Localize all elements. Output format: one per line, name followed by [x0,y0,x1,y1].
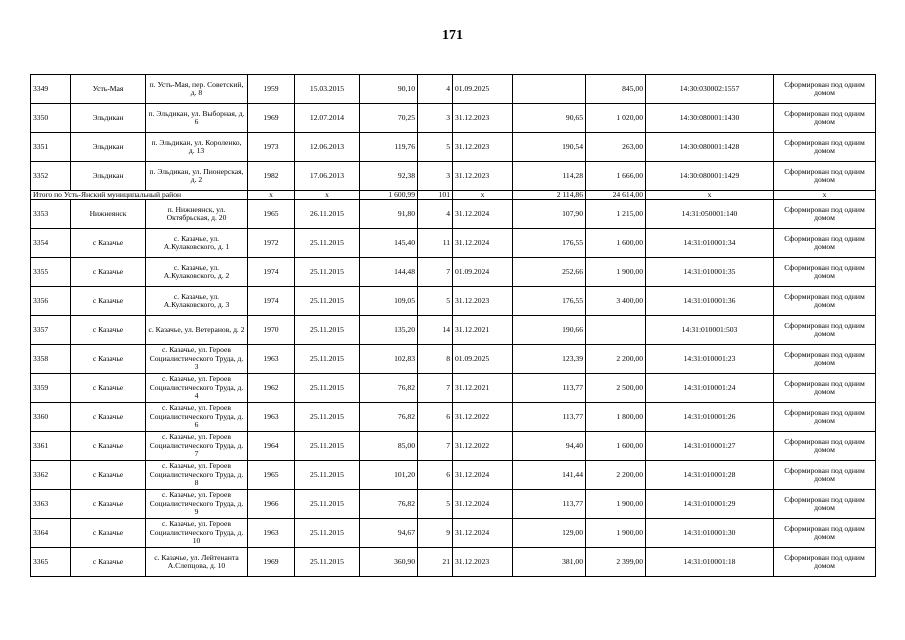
date-cell: 26.11.2015 [295,200,360,229]
cost-cell: 94,40 [513,432,586,461]
cost-cell: 107,90 [513,200,586,229]
area-cell: 76,82 [360,490,418,519]
locality-cell: Эльдикан [71,133,146,162]
address-cell: с. Казачье, ул. Героев Социалистического Труда, д. 10 [146,519,248,548]
deadline-cell: 31.12.2024 [453,229,513,258]
table-row [31,133,876,162]
area-cell: 109,05 [360,287,418,316]
table-row [31,374,876,403]
locality-cell: с Казачье [71,519,146,548]
cadastral-cell: 14:31:010001:35 [646,258,774,287]
address-cell: п. Усть-Мая, пер. Советский, д. 8 [146,75,248,104]
date-cell: 25.11.2015 [295,519,360,548]
land-area-cell: 1 600,00 [586,229,646,258]
cadastral-cell: 14:31:010001:26 [646,403,774,432]
year-cell: 1974 [248,258,295,287]
table-row [31,461,876,490]
note-cell: Сформирован под одним домом [774,200,876,229]
deadline-cell: 31.12.2023 [453,548,513,577]
locality-cell: Нижнеянск [71,200,146,229]
cost-cell [513,75,586,104]
note-cell: Сформирован под одним домом [774,490,876,519]
deadline-cell: 31.12.2022 [453,432,513,461]
date-cell: 15.03.2015 [295,75,360,104]
locality-cell: с Казачье [71,316,146,345]
cost-cell: 381,00 [513,548,586,577]
cadastral-cell: 14:30:030002:1557 [646,75,774,104]
note-cell: Сформирован под одним домом [774,519,876,548]
area-cell: 76,82 [360,374,418,403]
cadastral-cell: 14:31:010001:28 [646,461,774,490]
year-cell: 1963 [248,403,295,432]
cadastral-cell: 14:30:080001:1428 [646,133,774,162]
cost-cell: 190,54 [513,133,586,162]
note-cell: х [774,191,876,200]
note-cell: Сформирован под одним домом [774,432,876,461]
deadline-cell: 01.09.2025 [453,345,513,374]
date-cell: 25.11.2015 [295,229,360,258]
row-number-cell: 3358 [31,345,71,374]
row-number-cell: 3352 [31,162,71,191]
residents-cell: 6 [418,461,453,490]
area-cell: 92,38 [360,162,418,191]
year-cell: 1973 [248,133,295,162]
residents-cell: 21 [418,548,453,577]
address-cell: с. Казачье, ул. Ветеранов, д. 2 [146,316,248,345]
cost-cell: 113,77 [513,403,586,432]
date-cell: 25.11.2015 [295,316,360,345]
land-area-cell: 2 500,00 [586,374,646,403]
residents-cell: 5 [418,490,453,519]
table-row [31,229,876,258]
year-cell: 1969 [248,104,295,133]
note-cell: Сформирован под одним домом [774,133,876,162]
row-number-cell: 3349 [31,75,71,104]
cost-cell: 114,28 [513,162,586,191]
cadastral-cell: 14:31:010001:27 [646,432,774,461]
note-cell: Сформирован под одним домом [774,104,876,133]
area-cell: 90,10 [360,75,418,104]
date-cell: 25.11.2015 [295,403,360,432]
year-cell: 1970 [248,316,295,345]
row-number-cell: 3359 [31,374,71,403]
locality-cell: с Казачье [71,258,146,287]
land-area-cell: 1 215,00 [586,200,646,229]
row-number-cell: 3351 [31,133,71,162]
land-area-cell: 1 900,00 [586,258,646,287]
address-cell: с. Казачье, ул. Героев Социалистического Труда, д. 7 [146,432,248,461]
note-cell: Сформирован под одним домом [774,316,876,345]
year-cell: 1963 [248,345,295,374]
cost-cell: 141,44 [513,461,586,490]
land-area-cell: 2 200,00 [586,345,646,374]
year-cell: 1969 [248,548,295,577]
cost-cell: 176,55 [513,287,586,316]
cost-cell: 2 114,86 [513,191,586,200]
note-cell: Сформирован под одним домом [774,75,876,104]
deadline-cell: 31.12.2021 [453,374,513,403]
area-cell: 360,90 [360,548,418,577]
table-row [31,287,876,316]
deadline-cell: 31.12.2021 [453,316,513,345]
address-cell: п. Эльдикан, ул. Короленко, д. 13 [146,133,248,162]
housing-registry-table [30,74,876,577]
date-cell: 12.06.2013 [295,133,360,162]
cost-cell: 176,55 [513,229,586,258]
deadline-cell: 31.12.2024 [453,461,513,490]
row-number-cell: 3353 [31,200,71,229]
land-area-cell: 263,00 [586,133,646,162]
residents-cell: 101 [418,191,453,200]
area-cell: 144,48 [360,258,418,287]
date-cell: х [295,191,360,200]
deadline-cell: 31.12.2024 [453,490,513,519]
address-cell: с. Казачье, ул. Героев Социалистического Труда, д. 4 [146,374,248,403]
cadastral-cell: 14:31:010001:23 [646,345,774,374]
cost-cell: 190,66 [513,316,586,345]
row-number-cell: 3356 [31,287,71,316]
locality-cell: с Казачье [71,287,146,316]
deadline-cell: 31.12.2024 [453,200,513,229]
summary-label: Итого по Усть-Янский муниципальный район [31,191,248,200]
residents-cell: 9 [418,519,453,548]
table-row [31,548,876,577]
table-body [31,75,876,577]
cadastral-cell: 14:31:010001:36 [646,287,774,316]
year-cell: 1974 [248,287,295,316]
page-number: 171 [442,28,463,43]
date-cell: 25.11.2015 [295,345,360,374]
locality-cell: с Казачье [71,432,146,461]
row-number-cell: 3365 [31,548,71,577]
cost-cell: 113,77 [513,374,586,403]
land-area-cell: 3 400,00 [586,287,646,316]
cost-cell: 129,00 [513,519,586,548]
table-row [31,519,876,548]
year-cell: 1965 [248,200,295,229]
cost-cell: 123,39 [513,345,586,374]
residents-cell: 14 [418,316,453,345]
locality-cell: с Казачье [71,229,146,258]
deadline-cell: 01.09.2024 [453,258,513,287]
area-cell: 101,20 [360,461,418,490]
locality-cell: Эльдикан [71,162,146,191]
address-cell: с. Казачье, ул. Героев Социалистического Труда, д. 8 [146,461,248,490]
area-cell: 119,76 [360,133,418,162]
row-number-cell: 3350 [31,104,71,133]
deadline-cell: 31.12.2023 [453,162,513,191]
residents-cell: 3 [418,162,453,191]
deadline-cell: 31.12.2022 [453,403,513,432]
year-cell: 1962 [248,374,295,403]
residents-cell: 4 [418,200,453,229]
cadastral-cell: 14:31:010001:30 [646,519,774,548]
row-number-cell: 3354 [31,229,71,258]
table-row [31,258,876,287]
row-number-cell: 3357 [31,316,71,345]
residents-cell: 8 [418,345,453,374]
address-cell: с. Казачье, ул. Героев Социалистического Труда, д. 3 [146,345,248,374]
cadastral-cell: 14:31:010001:503 [646,316,774,345]
area-cell: 102,83 [360,345,418,374]
note-cell: Сформирован под одним домом [774,403,876,432]
area-cell: 70,25 [360,104,418,133]
note-cell: Сформирован под одним домом [774,229,876,258]
row-number-cell: 3360 [31,403,71,432]
residents-cell: 3 [418,104,453,133]
cost-cell: 90,65 [513,104,586,133]
year-cell: 1982 [248,162,295,191]
residents-cell: 7 [418,258,453,287]
address-cell: с. Казачье, ул. Героев Социалистического Труда, д. 9 [146,490,248,519]
area-cell: 85,00 [360,432,418,461]
row-number-cell: 3363 [31,490,71,519]
residents-cell: 5 [418,133,453,162]
table-row [31,490,876,519]
address-cell: п. Эльдикан, ул. Пионерская, д. 2 [146,162,248,191]
row-number-cell: 3361 [31,432,71,461]
address-cell: с. Казачье, ул. Героев Социалистического Труда, д. 6 [146,403,248,432]
note-cell: Сформирован под одним домом [774,345,876,374]
residents-cell: 11 [418,229,453,258]
land-area-cell: 1 666,00 [586,162,646,191]
land-area-cell: 1 800,00 [586,403,646,432]
address-cell: п. Нижнеянск, ул. Октябрьская, д. 20 [146,200,248,229]
date-cell: 12.07.2014 [295,104,360,133]
year-cell: 1959 [248,75,295,104]
table-row [31,316,876,345]
land-area-cell: 845,00 [586,75,646,104]
land-area-cell: 24 614,00 [586,191,646,200]
area-cell: 94,67 [360,519,418,548]
cadastral-cell: 14:30:080001:1430 [646,104,774,133]
year-cell: 1966 [248,490,295,519]
address-cell: с. Казачье, ул. Лейтенанта А.Слепцова, д. 10 [146,548,248,577]
cadastral-cell: 14:31:010001:29 [646,490,774,519]
date-cell: 25.11.2015 [295,432,360,461]
cadastral-cell: 14:31:050001:140 [646,200,774,229]
year-cell: 1965 [248,461,295,490]
note-cell: Сформирован под одним домом [774,287,876,316]
locality-cell: с Казачье [71,490,146,519]
deadline-cell: 31.12.2024 [453,519,513,548]
land-area-cell: 2 399,00 [586,548,646,577]
table-row [31,75,876,104]
deadline-cell: 31.12.2023 [453,104,513,133]
cadastral-cell: 14:30:080001:1429 [646,162,774,191]
land-area-cell: 2 200,00 [586,461,646,490]
locality-cell: Усть-Мая [71,75,146,104]
locality-cell: Эльдикан [71,104,146,133]
area-cell: 76,82 [360,403,418,432]
land-area-cell: 1 600,00 [586,432,646,461]
note-cell: Сформирован под одним домом [774,258,876,287]
land-area-cell: 1 020,00 [586,104,646,133]
deadline-cell: 31.12.2023 [453,287,513,316]
table-row [31,432,876,461]
locality-cell: с Казачье [71,374,146,403]
deadline-cell: 01.09.2025 [453,75,513,104]
date-cell: 17.06.2013 [295,162,360,191]
area-cell: 145,40 [360,229,418,258]
residents-cell: 7 [418,374,453,403]
cost-cell: 252,66 [513,258,586,287]
locality-cell: с Казачье [71,403,146,432]
land-area-cell [586,316,646,345]
row-number-cell: 3355 [31,258,71,287]
year-cell: х [248,191,295,200]
address-cell: с. Казачье, ул. А.Кулаковского, д. 1 [146,229,248,258]
note-cell: Сформирован под одним домом [774,461,876,490]
residents-cell: 4 [418,75,453,104]
summary-row [31,191,876,200]
date-cell: 25.11.2015 [295,461,360,490]
cadastral-cell: 14:31:010001:24 [646,374,774,403]
date-cell: 25.11.2015 [295,287,360,316]
address-cell: с. Казачье, ул. А.Кулаковского, д. 2 [146,258,248,287]
area-cell: 135,20 [360,316,418,345]
note-cell: Сформирован под одним домом [774,548,876,577]
locality-cell: с Казачье [71,548,146,577]
area-cell: 91,80 [360,200,418,229]
table-row [31,162,876,191]
year-cell: 1972 [248,229,295,258]
address-cell: п. Эльдикан, ул. Выборная, д. 6 [146,104,248,133]
cadastral-cell: 14:31:010001:18 [646,548,774,577]
date-cell: 25.11.2015 [295,258,360,287]
locality-cell: с Казачье [71,345,146,374]
row-number-cell: 3362 [31,461,71,490]
note-cell: Сформирован под одним домом [774,162,876,191]
cadastral-cell: 14:31:010001:34 [646,229,774,258]
table-row [31,200,876,229]
date-cell: 25.11.2015 [295,374,360,403]
cadastral-cell: х [646,191,774,200]
cost-cell: 113,77 [513,490,586,519]
residents-cell: 5 [418,287,453,316]
date-cell: 25.11.2015 [295,490,360,519]
row-number-cell: 3364 [31,519,71,548]
table-row [31,104,876,133]
date-cell: 25.11.2015 [295,548,360,577]
table-row [31,345,876,374]
table-row [31,403,876,432]
deadline-cell: х [453,191,513,200]
year-cell: 1964 [248,432,295,461]
year-cell: 1963 [248,519,295,548]
land-area-cell: 1 900,00 [586,519,646,548]
locality-cell: с Казачье [71,461,146,490]
land-area-cell: 1 900,00 [586,490,646,519]
residents-cell: 6 [418,403,453,432]
area-cell: 1 600,99 [360,191,418,200]
note-cell: Сформирован под одним домом [774,374,876,403]
address-cell: с. Казачье, ул. А.Кулаковского, д. 3 [146,287,248,316]
residents-cell: 7 [418,432,453,461]
deadline-cell: 31.12.2023 [453,133,513,162]
